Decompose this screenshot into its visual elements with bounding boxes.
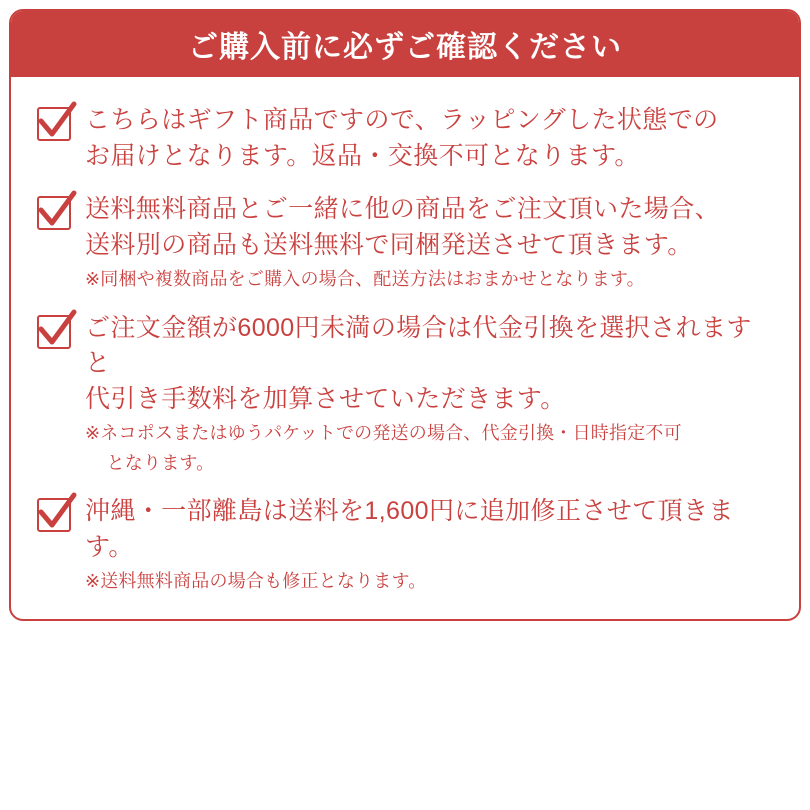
list-item-line: 送料無料商品とご一緒に他の商品をご注文頂いた場合、 xyxy=(85,195,721,223)
list-item-line: 代引き手数料を加算させていただきます。 xyxy=(85,384,566,413)
list-item-text xyxy=(85,311,773,477)
list-item-line: お届けとなります。返品・交換不可となります。 xyxy=(85,141,640,170)
list-item-line: こちらはギフト商品ですので、ラッピングした状態での xyxy=(85,106,719,134)
checkbox-checked-icon xyxy=(37,107,71,141)
panel-title: ご購入前に必ずご確認ください xyxy=(11,11,799,77)
list-item-text xyxy=(85,103,773,174)
list-item xyxy=(37,192,773,293)
list-item-line: 送料別の商品も送料無料で同梱発送させて頂きます。 xyxy=(85,230,693,259)
checkbox-checked-icon xyxy=(37,498,71,532)
list-item-note: ※同梱や複数商品をご購入の場合、配送方法はおまかせとなります。 xyxy=(85,269,645,289)
notice-list xyxy=(11,77,799,621)
list-item-text xyxy=(85,494,773,595)
list-item-line: ご注文金額が6000円未満の場合は代金引換を選択されますと xyxy=(85,313,752,378)
checkbox-checked-icon xyxy=(37,315,71,349)
list-item-line: 沖縄・一部離島は送料を1,600円に追加修正させて頂きます。 xyxy=(85,497,734,561)
list-item-note: となります。 xyxy=(106,452,215,473)
list-item xyxy=(37,103,773,174)
notice-panel xyxy=(9,9,801,621)
list-item xyxy=(37,494,773,595)
list-item-note: ※ネコポスまたはゆうパケットでの発送の場合、代金引換・日時指定不可 xyxy=(85,423,682,444)
checkbox-checked-icon xyxy=(37,196,71,230)
list-item-note: ※送料無料商品の場合も修正となります。 xyxy=(85,571,427,592)
list-item xyxy=(37,311,773,477)
list-item-text xyxy=(85,192,773,293)
